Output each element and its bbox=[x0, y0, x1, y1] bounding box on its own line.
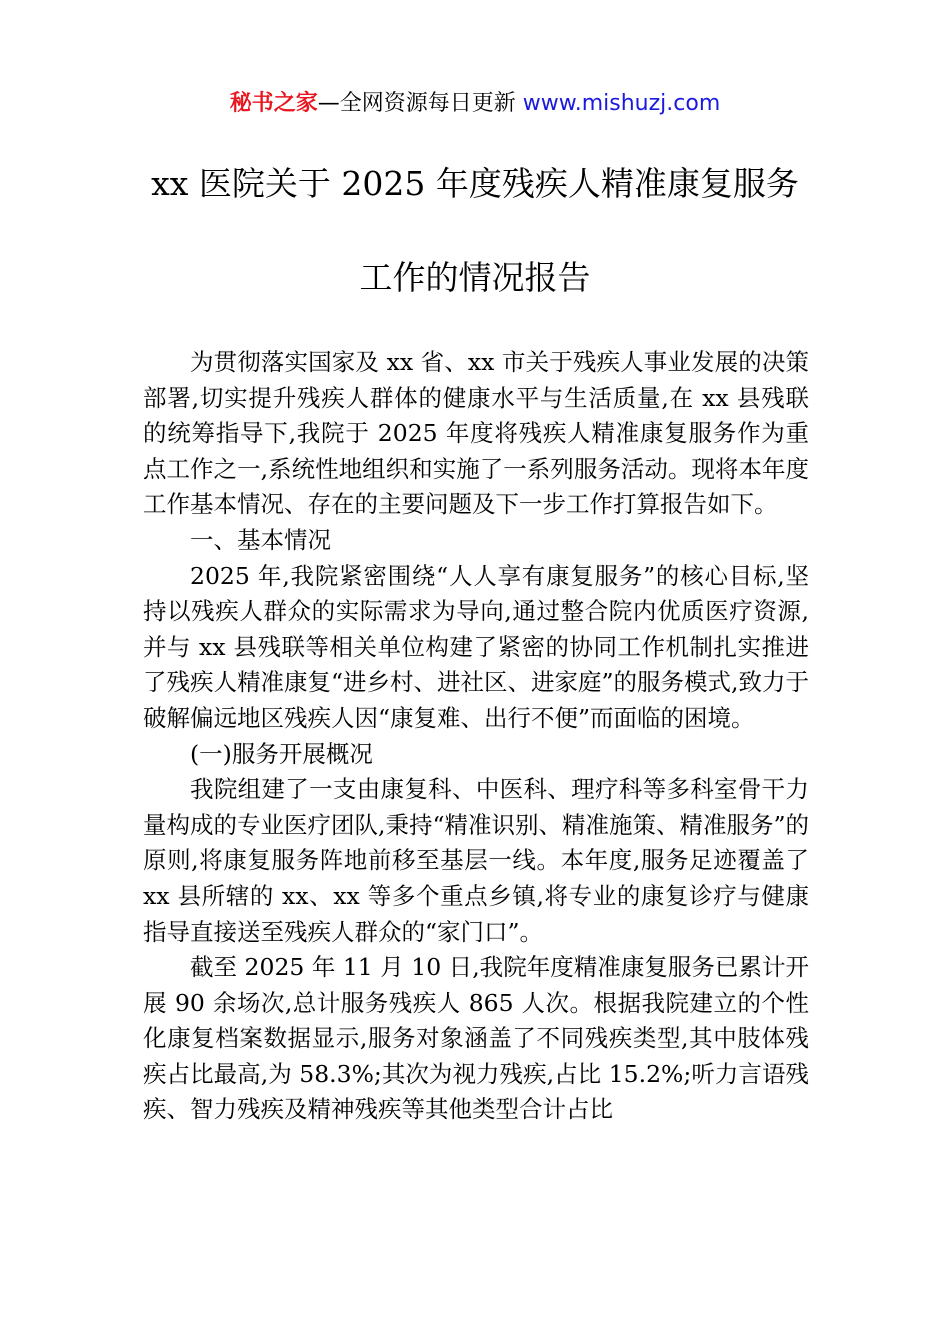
site-brand: 秘书之家 bbox=[229, 91, 318, 116]
site-slogan: —全网资源每日更新 bbox=[317, 91, 523, 116]
subsection-heading-service-overview: (一)服务开展概况 bbox=[190, 739, 373, 768]
service-overview-paragraph-2: 截至 2025 年 11 月 10 日,我院年度精准康复服务已累计开展 90 余场次,总计服务残疾人 865 人次。根据我院建立的个性化康复档案数据显示,服务对象涵盖了不同残疾类型,其中肢体残疾占比最高,为 58.3%;其次为视力残疾,占比 15.2%;听力言语残疾、智力残疾及精神残疾等其他类型合计占比 bbox=[143, 953, 809, 1124]
document-title-line-2: 工作的情况报告 bbox=[359, 258, 591, 297]
site-banner bbox=[0, 88, 950, 120]
document-body bbox=[143, 345, 809, 1128]
basic-situation-paragraph: 2025 年,我院紧密围绕“人人享有康复服务”的核心目标,坚持以残疾人群众的实际需求为导向,通过整合院内优质医疗资源,并与 xx 县残联等相关单位构建了紧密的协同工作机制扎实推进了残疾人精准康复“进乡村、进社区、进家庭”的服务模式,致力于破解偏远地区残疾人因“康复难、出行不便”而面临的困境。 bbox=[143, 561, 809, 732]
document-title-line-1: xx 医院关于 2025 年度残疾人精准康复服务 bbox=[151, 164, 799, 203]
intro-paragraph: 为贯彻落实国家及 xx 省、xx 市关于残疾人事业发展的决策部署,切实提升残疾人群体的健康水平与生活质量,在 xx 县残联的统筹指导下,我院于 2025 年度将残疾人精准康复服务作为重点工作之一,系统性地组织和实施了一系列服务活动。现将本年度工作基本情况、存在的主要问题及下一步工作打算报告如下。 bbox=[143, 348, 809, 519]
service-overview-paragraph-1: 我院组建了一支由康复科、中医科、理疗科等多科室骨干力量构成的专业医疗团队,秉持“精准识别、精准施策、精准服务”的原则,将康复服务阵地前移至基层一线。本年度,服务足迹覆盖了 xx 县所辖的 xx、xx 等多个重点乡镇,将专业的康复诊疗与健康指导直接送至残疾人群众的“家门口”。 bbox=[143, 775, 809, 946]
section-heading-basic-situation: 一、基本情况 bbox=[190, 525, 331, 554]
site-url-link[interactable]: www.mishuzj.com bbox=[522, 91, 721, 116]
